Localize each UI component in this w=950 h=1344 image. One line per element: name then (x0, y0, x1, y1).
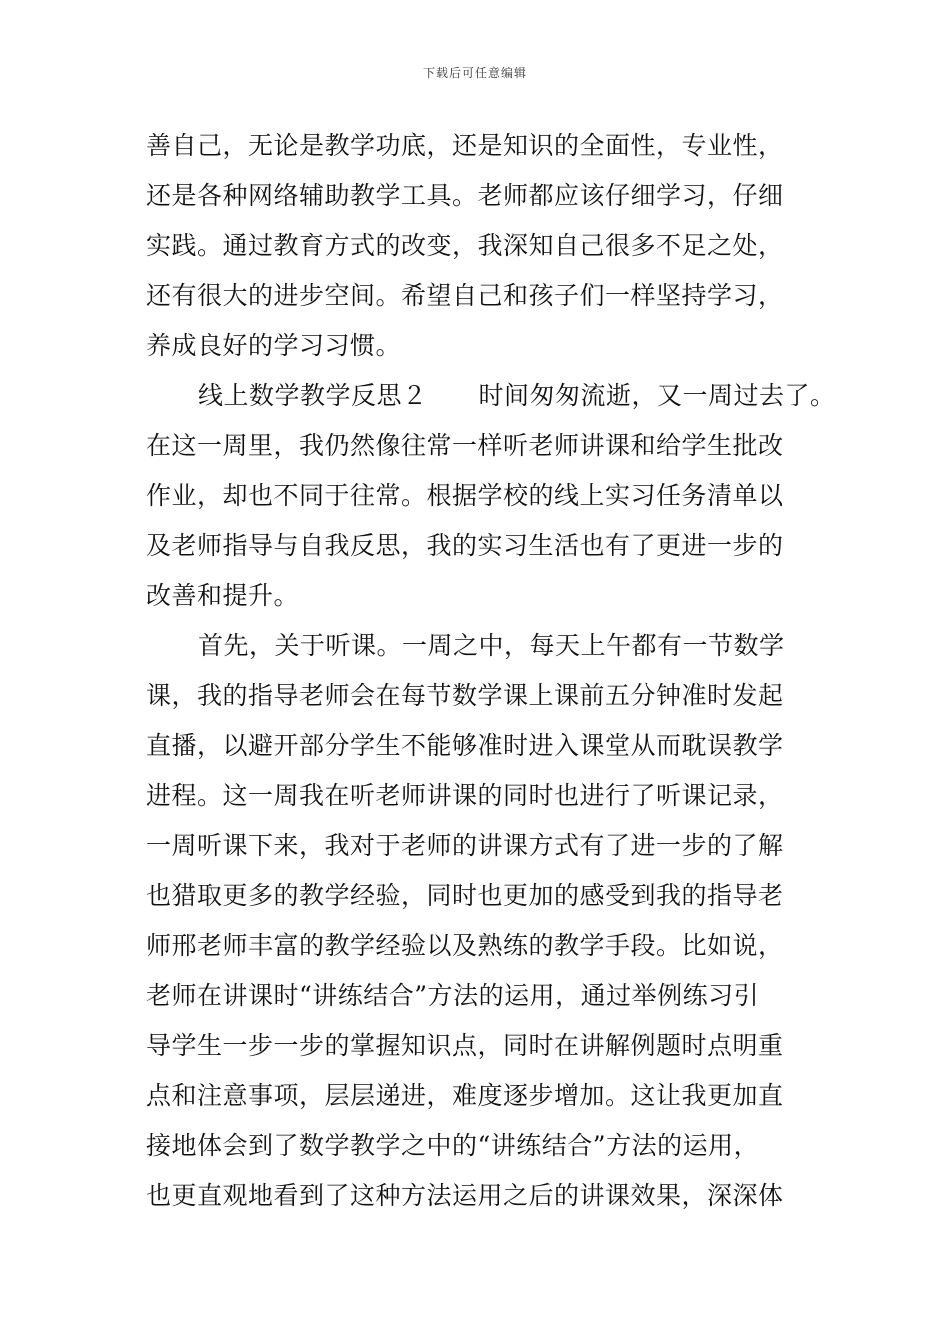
text-line: 直播，以避开部分学生不能够准时进入课堂从而耽误教学 (146, 731, 784, 760)
text-line: 养成良好的学习习惯。 (146, 331, 402, 360)
section-heading-line: 线上数学教学反思２ 时间匆匆流逝，又一周过去了。 (198, 381, 836, 410)
text-line: 也猎取更多的教学经验，同时也更加的感受到我的指导老 (146, 881, 784, 910)
text-line: 进程。这一周我在听老师讲课的同时也进行了听课记录， (146, 781, 784, 810)
text-line: 一周听课下来，我对于老师的讲课方式有了进一步的了解 (146, 831, 784, 860)
text-line: 善自己，无论是教学功底，还是知识的全面性，专业性， (146, 131, 784, 160)
text-line: 也更直观地看到了这种方法运用之后的讲课效果，深深体 (146, 1181, 784, 1210)
paragraph-start-line: 首先，关于听课。一周之中，每天上午都有一节数学 (198, 631, 785, 660)
page-header: 下载后可任意编辑 (422, 66, 527, 80)
body-text (146, 121, 836, 1221)
text-line: 在这一周里，我仍然像往常一样听老师讲课和给学生批改 (146, 431, 784, 460)
text-line: 还有很大的进步空间。希望自己和孩子们一样坚持学习， (146, 281, 784, 310)
text-line: 师邢老师丰富的教学经验以及熟练的教学手段。比如说， (146, 931, 784, 960)
text-line: 课，我的指导老师会在每节数学课上课前五分钟准时发起 (146, 681, 784, 710)
text-line: 改善和提升。 (146, 581, 300, 610)
text-line: 还是各种网络辅助教学工具。老师都应该仔细学习，仔细 (146, 181, 784, 210)
text-line: 点和注意事项，层层递进，难度逐步增加。这让我更加直 (146, 1081, 784, 1110)
text-line: 接地体会到了数学教学之中的“讲练结合”方法的运用， (146, 1131, 760, 1160)
text-line: 实践。通过教育方式的改变，我深知自己很多不足之处， (146, 231, 784, 260)
text-line: 作业，却也不同于往常。根据学校的线上实习任务清单以 (146, 481, 784, 510)
text-line: 及老师指导与自我反思，我的实习生活也有了更进一步的 (146, 531, 784, 560)
text-line: 导学生一步一步的掌握知识点，同时在讲解例题时点明重 (146, 1031, 784, 1060)
text-line: 老师在讲课时“讲练结合”方法的运用，通过举例练习引 (146, 981, 760, 1010)
